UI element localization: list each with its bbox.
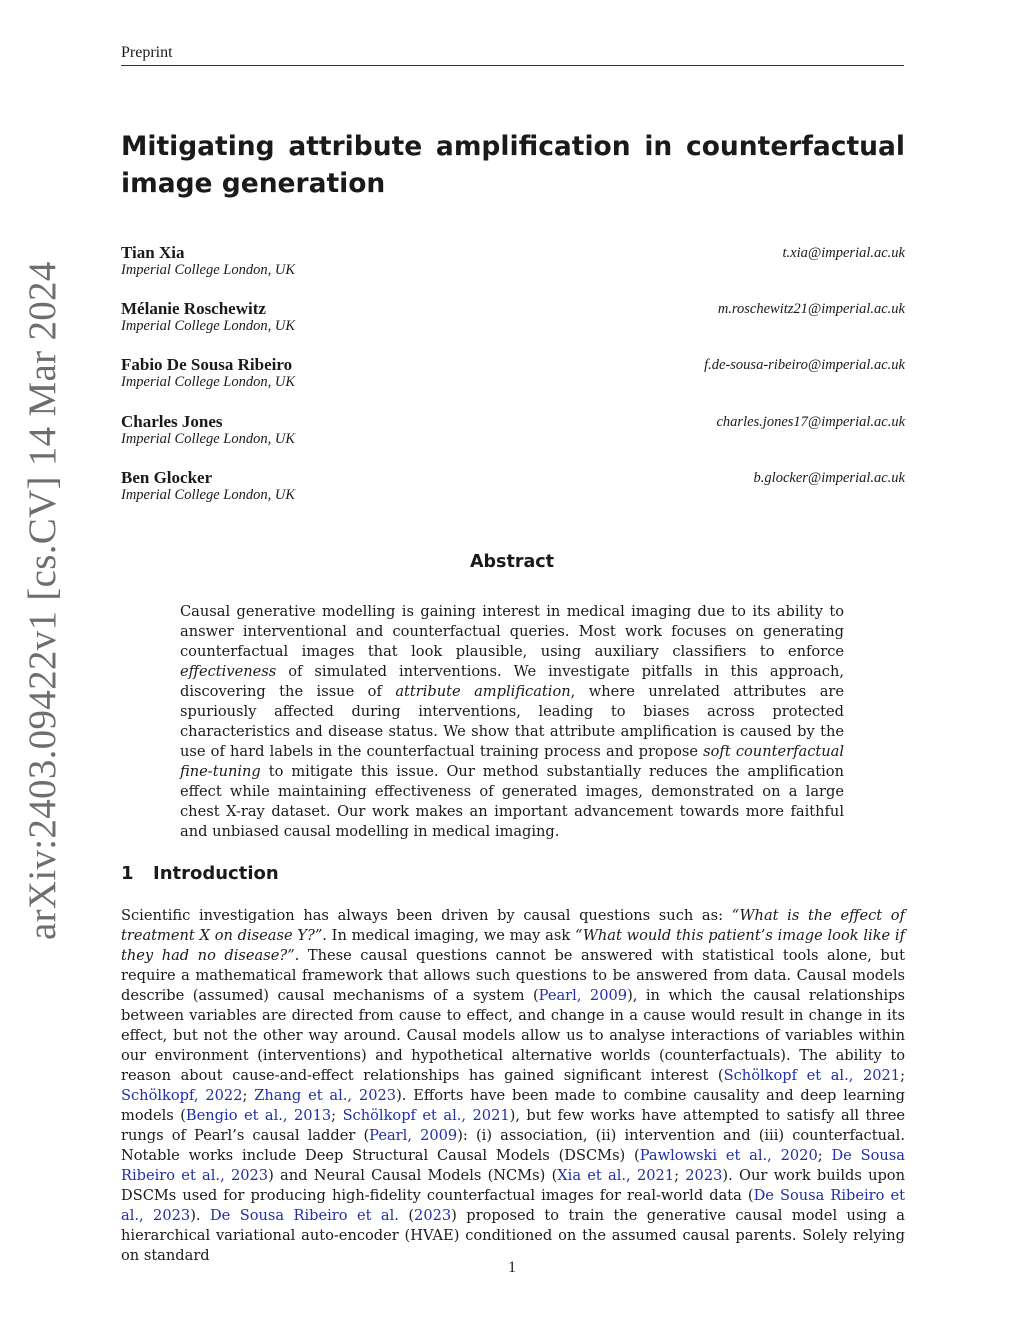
citation-link[interactable]: Schölkopf, 2022 <box>121 1087 243 1104</box>
abstract-heading: Abstract <box>469 552 555 572</box>
page-number: 1 <box>508 1259 516 1276</box>
author-affiliation: Imperial College London, UK <box>121 318 295 334</box>
paper-title: Mitigating attribute amplification in counterfactual image generation <box>121 131 905 199</box>
author-email[interactable]: b.glocker@imperial.ac.uk <box>753 470 905 486</box>
author-block <box>121 355 905 395</box>
author-email[interactable]: t.xia@imperial.ac.uk <box>782 245 905 261</box>
author-name: Ben Glocker <box>121 468 213 487</box>
author-email[interactable]: f.de-sousa-ribeiro@imperial.ac.uk <box>704 357 905 373</box>
citation-link[interactable]: De Sousa Ribeiro et al., 2023 <box>121 1187 905 1224</box>
arxiv-side-stamp: arXiv:2403.09422v1 [cs.CV] 14 Mar 2024 <box>21 261 64 940</box>
author-block <box>121 299 905 339</box>
running-header: Preprint <box>121 44 173 61</box>
section-title: Introduction <box>153 863 279 884</box>
author-name: Tian Xia <box>121 243 185 262</box>
author-name: Charles Jones <box>121 412 223 431</box>
author-affiliation: Imperial College London, UK <box>121 262 295 278</box>
author-block <box>121 412 905 452</box>
citation-link[interactable]: Zhang et al., 2023 <box>254 1087 397 1104</box>
introduction-text: Scientific investigation has always been driven by causal questions such as: “What is the effect of treatment X on disease Y?”. In medical imaging, we may ask “What would this patient’s image look like if they had no disease?”. These causal questions cannot be answered with statistical tools alone, but require a mathematical framework that allows such questions to be answered from data. Causal models describe (assumed) causal mechanisms of a system (Pearl, 2009), in which the causal relationships between variables are directed from cause to effect, and change in a cause would result in change in its effect, but not the other way around. Causal models allow us to analyse interactions of variables within our environment (interventions) and hypothetical alternative worlds (counterfactuals). The ability to reason about cause-and-effect relationships has gained significant interest (Schölkopf et al., 2021; Schölkopf, 2022; Zhang et al., 2023). Efforts have been made to combine causality and deep learning models (Bengio et al., 2013; Schölkopf et al., 2021), but few works have attempted to satisfy all three rungs of Pearl’s causal ladder (Pearl, 2009): (i) association, (ii) intervention and (iii) counterfactual. Notable works include Deep Structural Causal Models (DSCMs) (Pawlowski et al., 2020; De Sousa Ribeiro et al., 2023) and Neural Causal Models (NCMs) (Xia et al., 2021; 2023). Our work builds upon DSCMs used for producing high-fidelity counterfactual images for real-world data (De Sousa Ribeiro et al., 2023). De Sousa Ribeiro et al. (2023) proposed to train the generative causal model using a hierarchical variational auto-encoder (HVAE) conditioned on the assumed causal parents. Solely relying on standard <box>121 907 906 1264</box>
citation-link[interactable]: De Sousa Ribeiro et al. <box>209 1207 399 1224</box>
citation-link[interactable]: 2023 <box>685 1167 723 1184</box>
author-name: Mélanie Roschewitz <box>121 299 266 318</box>
quoted-question: “What is the effect of treatment X on disease Y?” <box>121 907 905 944</box>
citation-link[interactable]: Pearl, 2009 <box>369 1127 458 1144</box>
abstract-text: Causal generative modelling is gaining interest in medical imaging due to its ability to answer interventional and counterfactual queries. Most work focuses on generating counterfactual images that look plausible, using auxiliary classifiers to enforce effectiveness of simulated interventions. We investigate pitfalls in this approach, discovering the issue of attribute amplification, where unrelated attributes are spuriously affected during interventions, leading to biases across protected characteristics and disease status. We show that attribute amplification is caused by the use of hard labels in the counterfactual training process and propose soft counterfactual fine-tuning to mitigate this issue. Our method substantially reduces the amplification effect while maintaining effectiveness of generated images, demonstrated on a large chest X-ray dataset. Our work makes an important advancement towards more faithful and unbiased causal modelling in medical imaging. <box>180 603 845 840</box>
citation-link[interactable]: Xia et al., 2021 <box>557 1167 675 1184</box>
citation-link[interactable]: Schölkopf et al., 2021 <box>723 1067 901 1084</box>
citation-link[interactable]: 2023 <box>414 1207 452 1224</box>
author-name: Fabio De Sousa Ribeiro <box>121 355 293 374</box>
emphasis: effectiveness <box>180 663 277 680</box>
emphasis: attribute amplification <box>395 683 571 700</box>
author-affiliation: Imperial College London, UK <box>121 487 295 503</box>
citation-link[interactable]: Schölkopf et al., 2021 <box>342 1107 510 1124</box>
quoted-question: “What would this patient’s image look like if they had no disease?” <box>121 927 905 964</box>
header-rule <box>121 65 904 66</box>
section-number: 1 <box>121 863 134 884</box>
author-affiliation: Imperial College London, UK <box>121 374 295 390</box>
author-email[interactable]: charles.jones17@imperial.ac.uk <box>716 414 905 430</box>
citation-link[interactable]: Pearl, 2009 <box>538 987 628 1004</box>
author-block <box>121 468 905 508</box>
citation-link[interactable]: De Sousa Ribeiro et al., 2023 <box>121 1147 905 1184</box>
emphasis: soft counterfactual fine-tuning <box>180 743 844 780</box>
citation-link[interactable]: Bengio et al., 2013 <box>185 1107 332 1124</box>
author-email[interactable]: m.roschewitz21@imperial.ac.uk <box>717 301 905 317</box>
citation-link[interactable]: Pawlowski et al., 2020 <box>639 1147 818 1164</box>
author-affiliation: Imperial College London, UK <box>121 431 295 447</box>
author-block <box>121 243 905 283</box>
section-heading-introduction <box>121 863 279 884</box>
